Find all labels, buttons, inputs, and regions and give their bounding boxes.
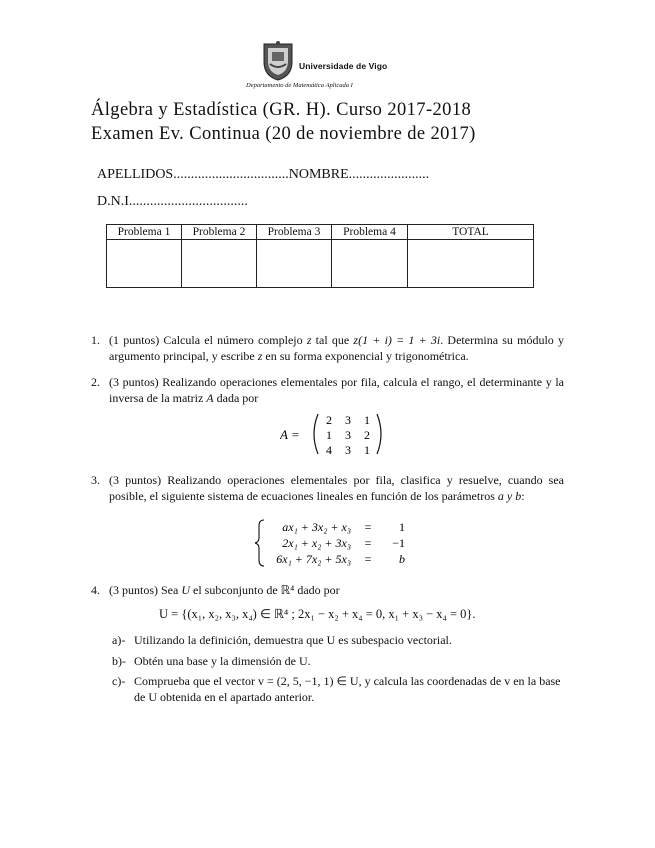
grades-header-cell: Problema 2 xyxy=(182,225,257,240)
problem-text: : xyxy=(521,489,525,503)
problem-number: 3. xyxy=(91,473,100,487)
problem-text: dado por xyxy=(294,583,340,597)
item-label: a)- xyxy=(112,633,126,647)
system-lhs: 6x₁ + 7x₂ + 5x₃ xyxy=(276,552,351,566)
problem-text: tal que xyxy=(311,333,354,347)
matrix-cell: 3 xyxy=(345,443,351,457)
grades-header-cell: TOTAL xyxy=(408,225,534,240)
math-var: A xyxy=(206,391,214,405)
item-label: c)- xyxy=(112,674,126,688)
university-name: Universidade de Vigo xyxy=(299,61,388,71)
problem-3 xyxy=(91,472,564,504)
score-cell xyxy=(257,240,332,288)
math-var: z xyxy=(306,333,312,347)
grades-header-row xyxy=(107,225,534,240)
matrix-cell: 1 xyxy=(326,428,332,442)
subspace-definition: U = {(x₁, x₂, x₃, x₄) ∈ ℝ⁴ ; 2x₁ − x₂ + x₄ = 0, x₁ + x₃ − x₄ = 0}. xyxy=(159,607,476,621)
system-rhs: 1 xyxy=(399,520,405,534)
problem-number: 2. xyxy=(91,375,100,389)
problem-text: (3 puntos) Realizando operaciones elementales por fila, clasifica y resuelve, cuando sea posible, el siguiente sistema de ecuaciones lineales en función de los parámetros xyxy=(109,473,564,503)
item-label: b)- xyxy=(112,654,126,668)
apellidos-nombre-field: APELLIDOS.................................NOMBRE....................... xyxy=(97,167,430,182)
system-rhs: b xyxy=(399,552,405,566)
score-cell xyxy=(182,240,257,288)
system-eq: = xyxy=(364,520,372,534)
matrix-cell: 4 xyxy=(326,443,332,457)
item-text: Utilizando la definición, demuestra que U es subespacio vectorial. xyxy=(134,633,452,647)
math-var: U xyxy=(181,583,190,597)
matrix-cell: 2 xyxy=(326,413,332,427)
grades-header-cell: Problema 4 xyxy=(332,225,408,240)
system-eq: = xyxy=(364,552,372,566)
matrix-lhs: A = xyxy=(280,427,300,442)
grades-score-row xyxy=(107,240,534,288)
shield-icon xyxy=(258,40,298,82)
problem-text: (3 puntos) Realizando operaciones elementales por fila, calcula el rango, el determinante y la inversa de la matriz xyxy=(109,375,564,405)
problem-1 xyxy=(91,332,564,364)
score-cell xyxy=(332,240,408,288)
system-lhs: 2x₁ + x₂ + 3x₃ xyxy=(282,536,351,550)
system-rhs: −1 xyxy=(392,536,405,550)
linear-system xyxy=(255,518,415,568)
score-cell xyxy=(107,240,182,288)
dni-field: D.N.I.................................. xyxy=(97,194,248,209)
problem-number: 4. xyxy=(91,583,100,597)
problem-text: (3 puntos) Sea xyxy=(109,583,182,597)
problem-text: dada por xyxy=(213,391,259,405)
math-var: a y b xyxy=(497,489,522,503)
math-var: z xyxy=(257,349,263,363)
item-text: Obtén una base y la dimensión de U. xyxy=(134,654,311,668)
system-eq: = xyxy=(364,536,372,550)
problem-4 xyxy=(91,582,564,598)
item-text: Comprueba que el vector v = (2, 5, −1, 1) ∈ U, y calcula las coordenadas de v en la base de U obtenida en el apartado anterior. xyxy=(134,674,561,704)
right-paren xyxy=(377,414,381,454)
matrix-cell: 3 xyxy=(345,413,351,427)
exam-title-line1: Álgebra y Estadística (GR. H). Curso 2017-2018 xyxy=(91,100,472,120)
matrix-cell: 3 xyxy=(345,428,351,442)
problem-text: en su forma exponencial y trigonométrica. xyxy=(262,349,469,363)
problem-text: (1 puntos) Calcula el número complejo xyxy=(109,333,307,347)
matrix-cell: 1 xyxy=(364,413,370,427)
problem-text: . Determina su módulo y argumento principal, y escribe xyxy=(109,333,564,363)
system-lhs: ax₁ + 3x₂ + x₃ xyxy=(282,520,351,534)
problem-text: el subconjunto de xyxy=(190,583,281,597)
math-var: ℝ⁴ xyxy=(280,583,295,597)
grades-table xyxy=(106,224,534,288)
university-logo xyxy=(258,40,298,82)
problem-number: 1. xyxy=(91,333,100,347)
problem-4-item-a xyxy=(112,632,564,648)
exam-title-line2: Examen Ev. Continua (20 de noviembre de 2017) xyxy=(91,124,476,144)
matrix-cell: 1 xyxy=(364,443,370,457)
problem-4-item-b xyxy=(112,653,564,669)
left-paren xyxy=(314,414,318,454)
department-name: Departamento de Matemática Aplicada I xyxy=(246,82,353,89)
problem-4-item-c xyxy=(112,673,564,705)
problem-2 xyxy=(91,374,564,406)
score-cell xyxy=(408,240,534,288)
grades-header-cell: Problema 1 xyxy=(107,225,182,240)
math-equation: z(1 + i) = 1 + 3i xyxy=(353,333,441,347)
matrix-A xyxy=(280,410,390,458)
grades-header-cell: Problema 3 xyxy=(257,225,332,240)
left-brace xyxy=(255,520,264,566)
matrix-cell: 2 xyxy=(364,428,370,442)
